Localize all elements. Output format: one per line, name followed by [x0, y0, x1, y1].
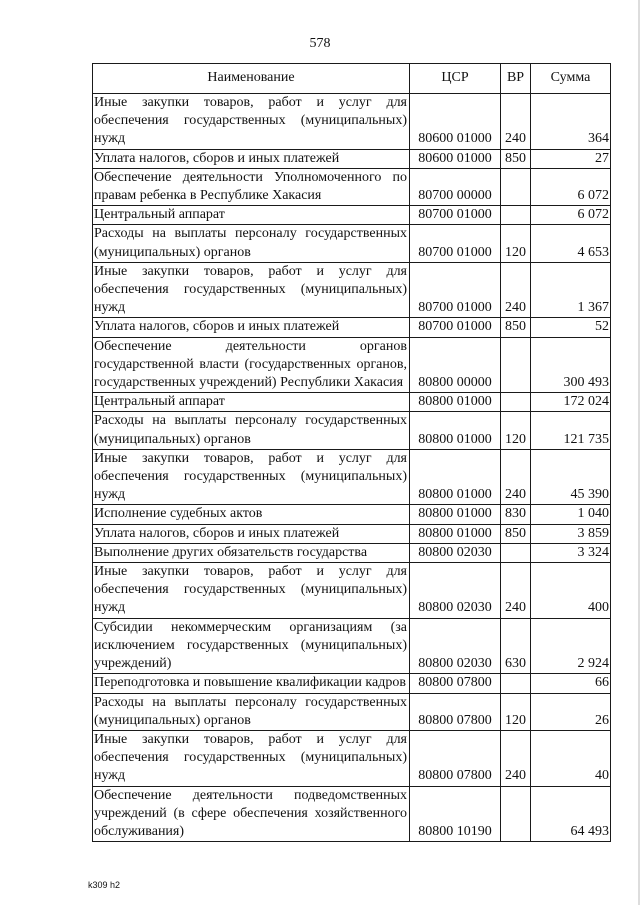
row-name: Иные закупки товаров, работ и услуг для обеспечения государственных (муниципальных) нужд	[93, 94, 410, 150]
row-csr: 80800 01000	[410, 412, 501, 449]
row-name: Иные закупки товаров, работ и услуг для обеспечения государственных (муниципальных) нужд	[93, 563, 410, 619]
row-name: Субсидии некоммерческим организациям (за исключением государственных (муниципальных) учреждений)	[93, 618, 410, 674]
row-sum: 3 859	[531, 524, 611, 543]
row-vr	[501, 543, 531, 562]
row-name: Уплата налогов, сборов и иных платежей	[93, 318, 410, 337]
table-row	[93, 693, 611, 730]
row-csr: 80800 07800	[410, 693, 501, 730]
row-name: Расходы на выплаты персоналу государственных (муниципальных) органов	[93, 225, 410, 262]
row-csr: 80700 01000	[410, 262, 501, 318]
row-vr: 120	[501, 412, 531, 449]
row-sum: 300 493	[531, 337, 611, 393]
row-vr: 240	[501, 94, 531, 150]
row-csr: 80800 07800	[410, 674, 501, 693]
row-name: Иные закупки товаров, работ и услуг для обеспечения государственных (муниципальных) нужд	[93, 730, 410, 786]
row-name: Центральный аппарат	[93, 206, 410, 225]
table-row	[93, 563, 611, 619]
row-name: Обеспечение деятельности Уполномоченного по правам ребенка в Республике Хакасия	[93, 168, 410, 205]
row-csr: 80800 01000	[410, 524, 501, 543]
row-vr: 240	[501, 449, 531, 505]
row-vr: 850	[501, 318, 531, 337]
table-row	[93, 618, 611, 674]
row-name: Переподготовка и повышение квалификации кадров	[93, 674, 410, 693]
row-sum: 64 493	[531, 786, 611, 842]
row-vr: 850	[501, 524, 531, 543]
row-vr: 630	[501, 618, 531, 674]
row-vr	[501, 337, 531, 393]
row-csr: 80700 01000	[410, 206, 501, 225]
row-sum: 1 367	[531, 262, 611, 318]
page-number: 578	[309, 36, 331, 51]
table-row	[93, 149, 611, 168]
row-name: Иные закупки товаров, работ и услуг для обеспечения государственных (муниципальных) нужд	[93, 262, 410, 318]
table-row	[93, 674, 611, 693]
row-vr: 240	[501, 730, 531, 786]
row-csr: 80800 07800	[410, 730, 501, 786]
row-vr: 120	[501, 225, 531, 262]
footer-code: k309 h2	[88, 880, 121, 890]
row-name: Расходы на выплаты персоналу государственных (муниципальных) органов	[93, 693, 410, 730]
row-csr: 80800 10190	[410, 786, 501, 842]
row-sum: 40	[531, 730, 611, 786]
row-name: Обеспечение деятельности органов государственной власти (государственных органов, государственных учреждений) Республики Хакасия	[93, 337, 410, 393]
row-sum: 172 024	[531, 393, 611, 412]
row-sum: 3 324	[531, 543, 611, 562]
table-row	[93, 318, 611, 337]
table-row	[93, 206, 611, 225]
row-vr	[501, 393, 531, 412]
row-sum: 6 072	[531, 168, 611, 205]
row-csr: 80600 01000	[410, 94, 501, 150]
row-sum: 2 924	[531, 618, 611, 674]
row-sum: 26	[531, 693, 611, 730]
row-name: Уплата налогов, сборов и иных платежей	[93, 524, 410, 543]
row-csr: 80800 02030	[410, 618, 501, 674]
row-csr: 80800 02030	[410, 563, 501, 619]
row-name: Центральный аппарат	[93, 393, 410, 412]
table-row	[93, 94, 611, 150]
table-row	[93, 337, 611, 393]
header-vr: ВР	[501, 64, 531, 94]
row-vr	[501, 206, 531, 225]
table-row	[93, 262, 611, 318]
row-csr: 80800 01000	[410, 449, 501, 505]
row-vr	[501, 674, 531, 693]
row-name: Исполнение судебных актов	[93, 505, 410, 524]
table-row	[93, 505, 611, 524]
header-csr: ЦСР	[410, 64, 501, 94]
row-csr: 80700 00000	[410, 168, 501, 205]
table-row	[93, 524, 611, 543]
row-sum: 45 390	[531, 449, 611, 505]
table-row	[93, 168, 611, 205]
header-sum: Сумма	[531, 64, 611, 94]
row-sum: 4 653	[531, 225, 611, 262]
table-row	[93, 730, 611, 786]
row-sum: 364	[531, 94, 611, 150]
table-header-row	[93, 64, 611, 94]
row-name: Иные закупки товаров, работ и услуг для обеспечения государственных (муниципальных) нужд	[93, 449, 410, 505]
header-name: Наименование	[93, 64, 410, 94]
row-vr: 850	[501, 149, 531, 168]
table-row	[93, 449, 611, 505]
row-sum: 400	[531, 563, 611, 619]
table-row	[93, 393, 611, 412]
row-csr: 80800 02030	[410, 543, 501, 562]
row-sum: 52	[531, 318, 611, 337]
table-row	[93, 225, 611, 262]
table-row	[93, 543, 611, 562]
row-sum: 66	[531, 674, 611, 693]
row-csr: 80600 01000	[410, 149, 501, 168]
row-sum: 27	[531, 149, 611, 168]
row-name: Уплата налогов, сборов и иных платежей	[93, 149, 410, 168]
row-csr: 80800 01000	[410, 393, 501, 412]
row-sum: 1 040	[531, 505, 611, 524]
table-row	[93, 786, 611, 842]
row-csr: 80700 01000	[410, 318, 501, 337]
row-name: Выполнение других обязательств государства	[93, 543, 410, 562]
row-csr: 80700 01000	[410, 225, 501, 262]
row-vr: 240	[501, 262, 531, 318]
row-vr	[501, 168, 531, 205]
row-vr: 830	[501, 505, 531, 524]
row-name: Обеспечение деятельности подведомственных учреждений (в сфере обеспечения хозяйственного обслуживания)	[93, 786, 410, 842]
row-csr: 80800 00000	[410, 337, 501, 393]
row-vr: 120	[501, 693, 531, 730]
row-csr: 80800 01000	[410, 505, 501, 524]
table-row	[93, 412, 611, 449]
row-name: Расходы на выплаты персоналу государственных (муниципальных) органов	[93, 412, 410, 449]
budget-table	[92, 63, 611, 842]
row-vr	[501, 786, 531, 842]
row-sum: 6 072	[531, 206, 611, 225]
row-sum: 121 735	[531, 412, 611, 449]
row-vr: 240	[501, 563, 531, 619]
